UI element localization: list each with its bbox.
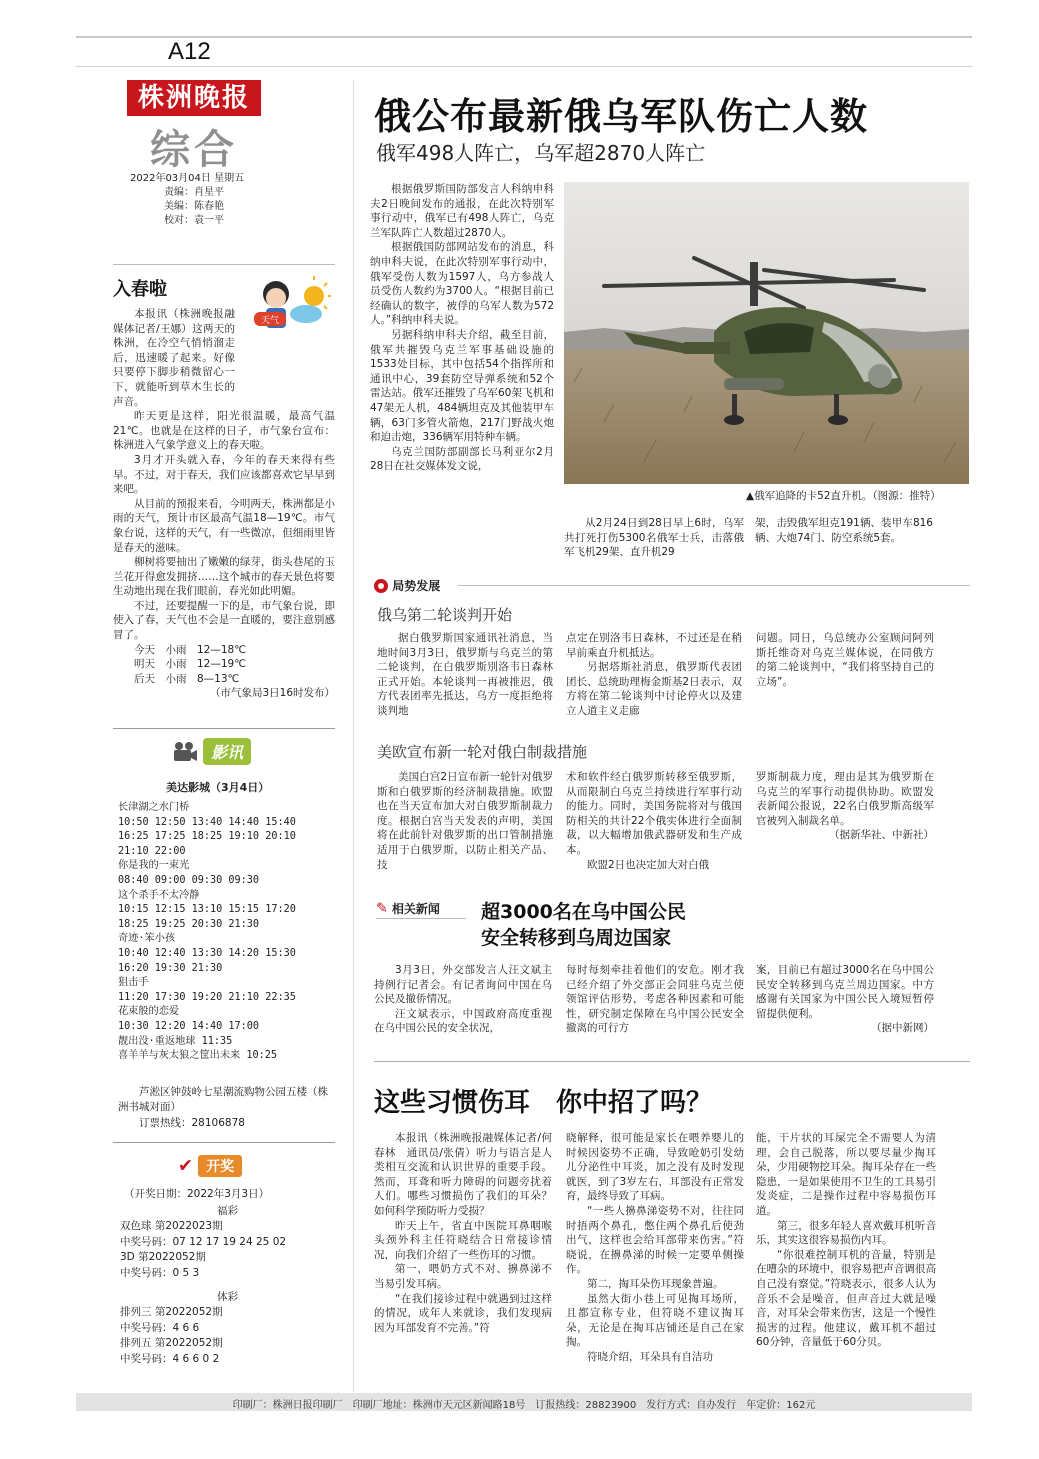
section-title: 综合: [150, 127, 238, 173]
situation-s1-col2: [566, 631, 742, 719]
situation-sub1: 俄乌第二轮谈判开始: [377, 606, 513, 624]
health-paragraph: 符晓介绍，耳朵具有自洁功: [587, 1350, 713, 1363]
situation-tag-icon: [374, 579, 388, 593]
date-line: 2022年03月04日 星期五: [130, 173, 245, 184]
schedule-line: 16:25 17:25 18:25 19:10 20:10: [118, 831, 296, 843]
schedule-line: 花束般的恋爱: [118, 1006, 180, 1018]
helicopter-photo: [564, 182, 969, 484]
welfare-line: 3D 第2022052期: [120, 1251, 206, 1264]
weather-paragraph: 3月才开头就入春，今年的春天来得有些早。不过，对于春天，我们应该都喜欢它早早到来吧。: [113, 453, 335, 496]
situation-tag-text: 局势发展: [392, 579, 441, 593]
check-icon: ✔: [178, 1155, 194, 1177]
paper-name: 株洲晚报: [137, 83, 250, 113]
schedule-line: 10:15 12:15 13:10 15:15 17:20: [118, 904, 296, 916]
health-paragraph: 晓解释，很可能是家长在喂养婴儿的时候因姿势不正确，导致呛奶引发幼儿分泌性中耳炎，加之没有及时发现就医，到了3岁左右，耳部没有正常发育，最终导致了耳病。: [566, 1132, 744, 1203]
lottery-sports: [120, 1290, 335, 1367]
helicopter-image: [564, 182, 969, 484]
lottery-top-rule: [113, 1142, 335, 1143]
main-article-col2: 从2月24日到28日早上6时，乌军共打死打伤5300名俄军士兵，击落俄军飞机29架、直升机29: [564, 517, 744, 559]
weather-title: 入春啦: [113, 279, 167, 300]
health-paragraph: 第二，掏耳朵伤耳现象普遍。: [587, 1277, 724, 1290]
related-col1b: 汪文斌表示，中国政府高度重视在乌中国公民的安全状况，: [374, 1007, 552, 1035]
health-col1: [374, 1131, 552, 1335]
top-rule-thin: [76, 66, 972, 67]
weather-paragraph: 从目前的预报来看，今明两天，株洲都是小雨的天气，预计市区最高气温18—19℃。市气象台说，这样的天气，有一些微凉，但细雨里皆是春天的滋味。: [113, 497, 335, 554]
related-col3-text: 案，目前已有超过3000名在乌中国公民安全转移到乌克兰周边国家。中方感谢有关国家为中国公民入境短暂停留提供便利。: [756, 964, 934, 1020]
health-paragraph: 虽然大街小巷上可见掏耳场所，且都宣称专业，但符晓不建议掏耳朵，无论是在掏耳店铺还是自己在家掏。: [566, 1292, 744, 1349]
schedule-line: 10:50 12:50 13:40 14:40 15:40: [118, 816, 296, 828]
health-paragraph: 昨天上午，省直中医院耳鼻咽喉头颈外科主任符晓结合日常接诊情况，向我们介绍了一些伤耳的习惯。: [374, 1219, 552, 1261]
related-tag: [376, 900, 440, 917]
situation-s2-col3-text: 罗斯制裁力度，理由是其为俄罗斯在乌克兰的军事行动提供协助。欧盟发表新闻公报说，22名白俄罗斯高级军官被列入制裁名单。: [756, 771, 934, 827]
paper-name-logo: [127, 80, 261, 116]
main-article-col1: [370, 182, 554, 474]
health-paragraph: “你很难控制耳机的音量，特别是在嘈杂的环境中，很容易把声音调很高自己没有察觉。”符晓表示，很多人认为音乐不会是噪音，但声音过大就是噪音，对耳朵会带来伤害，这是一个慢性损害的过程。他建议，戴耳机不超过60分钟，音量低于60分贝。: [756, 1248, 936, 1349]
designer: 美编：陈春艳: [164, 201, 224, 212]
situation-s2-col1: 美国白宫2日宣布新一轮针对俄罗斯和白俄罗斯的经济制裁措施。欧盟也在当天宣布加大对白俄罗斯制裁力度。根据白宫当天发表的声明，美国将在此前针对俄罗斯的出口管制措施适用于白俄罗斯，以防止相关产品、技: [377, 771, 553, 871]
related-source: （据中新网）: [871, 1022, 934, 1035]
sports-line: 排列三 第2022052期: [120, 1306, 223, 1319]
cinema-logo-text: 影讯: [203, 738, 251, 765]
related-col1: [374, 963, 552, 1036]
photo-caption: ▲俄军追降的卡52直升机。（图源：推特）: [746, 490, 941, 502]
related-title: [481, 899, 686, 951]
cinema-address: 芦淞区钟鼓岭七星潮流购物公园五楼（株洲书城对面）: [118, 1086, 328, 1113]
situation-s2-col2b: 欧盟2日也决定加大对白俄: [587, 858, 710, 871]
schedule-line: 狙击手: [118, 977, 149, 989]
related-tag-rule: [376, 918, 466, 919]
health-top-rule: [374, 1061, 970, 1062]
health-paragraph: 第一，喂奶方式不对、擤鼻涕不当易引发耳病。: [374, 1263, 552, 1290]
weather-paragraph: 本报讯（株洲晚报融媒体记者/王娜）这两天的株洲，在冷空气悄悄溜走后，迅速暖了起来。好像只要停下脚步稍微留心一下，就能听到草木生长的声音。: [113, 308, 235, 408]
weather-body: [113, 307, 335, 701]
page-number: A12: [168, 38, 211, 65]
health-paragraph: 本报讯（株洲晚报融媒体记者/何春林 通讯员/张倩）听力与语言是人类相互交流和认识世界的重要手段。然而，耳聋和听力障碍的问题旁扰着人们。哪些习惯损伤了我们的耳朵？如何科学预防听力受损？: [374, 1132, 552, 1217]
schedule-line: 10:30 12:20 14:40 17:00: [118, 1020, 260, 1032]
related-col3: [756, 963, 934, 1036]
sports-line: 排列五 第2022052期: [120, 1337, 223, 1350]
health-headline: 这些习惯伤耳 你中招了吗？: [374, 1088, 713, 1118]
forecast-source: （市气象局3日16时发布）: [209, 687, 335, 700]
situation-tag-rule: [458, 585, 970, 586]
welfare-line: 中奖号码：07 12 17 19 24 25 02: [120, 1235, 287, 1248]
schedule-line: 你是我的一束光: [118, 860, 190, 872]
camera-icon: [172, 741, 198, 763]
forecast-day-after: 后天 小雨 8—13℃: [134, 672, 240, 685]
schedule-line: 奇迹·笨小孩: [118, 933, 176, 945]
situation-s2-col3: [756, 770, 934, 843]
editor: 责编：肖星平: [164, 187, 224, 198]
cinema-schedule: [118, 801, 338, 1064]
related-title-line1: 超3000名在乌中国公民: [481, 901, 686, 923]
situation-s1-col2b: 另据塔斯社消息，俄罗斯代表团团长、总统助理梅金斯基2日表示，双方将在第二轮谈判中讨论停火以及建立人道主义走廊: [566, 661, 742, 717]
cinema-logo: [172, 738, 251, 766]
lottery-date: （开奖日期：2022年3月3日）: [124, 1188, 270, 1200]
related-title-line2: 安全转移到乌周边国家: [481, 927, 672, 949]
situation-s2-col2a: 术和软件经白俄罗斯转移至俄罗斯，从而限制白乌克兰持续进行军事行动的能力。同时，美国务院将对与俄国防相关的共计22个俄实体进行全面制裁，以大幅增加俄武器研发和生产成本。: [566, 771, 742, 856]
related-tag-text: 相关新闻: [391, 902, 440, 916]
situation-sub2: 美欧宣布新一轮对俄白制裁措施: [377, 743, 588, 761]
schedule-line: 这个杀手不太冷静: [118, 889, 200, 901]
main-headline: 俄公布最新俄乌军队伤亡人数: [374, 95, 868, 138]
welfare-title: 福彩: [217, 1205, 238, 1217]
proofreader: 校对：袁一平: [164, 215, 224, 226]
health-col2: [566, 1131, 744, 1365]
schedule-line: 18:25 19:25 20:30 21:30: [118, 918, 260, 930]
schedule-line: 21:10 22:00: [118, 845, 186, 857]
welfare-line: 中奖号码：0 5 3: [120, 1266, 200, 1279]
sports-title: 体彩: [217, 1291, 238, 1303]
welfare-line: 双色球 第2022023期: [120, 1220, 223, 1233]
health-col3: [756, 1131, 936, 1350]
left-column-divider: [353, 80, 354, 1392]
sports-line: 中奖号码：4 6 6: [120, 1321, 200, 1334]
pen-icon: ✎: [376, 900, 388, 917]
lottery-welfare: [120, 1204, 335, 1281]
schedule-line: 11:20 17:30 19:20 21:10 22:35: [118, 991, 296, 1003]
health-paragraph: 第三，很多年轻人喜欢戴耳机听音乐，其实这很容易损伤内耳。: [756, 1219, 936, 1247]
schedule-line: 16:20 19:30 21:30: [118, 962, 223, 974]
weather-paragraph: 昨天更是这样，阳光很温暖，最高气温21℃。也就是在这样的日子，市气象台宣布：株洲进入气象学意义上的春天啦。: [113, 410, 335, 452]
situation-s2-col2: [566, 770, 742, 872]
cinema-phone: 订票热线：28106878: [139, 1117, 245, 1129]
weather-paragraph: 不过，还要提醒一下的是，市气象台说，即使入了春，天气也不会是一直暖的，要注意别感冒了。: [113, 599, 335, 642]
situation-s1-col2a: 点定在别洛韦日森林，不过还是在稍早前乘直升机抵达。: [566, 632, 742, 659]
situation-s2-source: （据新华社、中新社）: [829, 829, 934, 842]
left-rail-rule: [113, 264, 335, 265]
forecast-today: 今天 小雨 12—18℃: [134, 643, 247, 656]
lottery-logo-text: 开奖: [198, 1155, 242, 1177]
cinema-venue: 美达影城（3月4日）: [166, 781, 270, 794]
forecast-tomorrow: 明天 小雨 12—19℃: [134, 658, 247, 671]
weather-badge: 天气: [260, 316, 280, 326]
main-paragraph: 根据俄国防部网站发布的消息，科纳申科夫说，在此次特别军事行动中，俄军受伤人数为1597人，乌方参战人员受伤人数约为3700人。“根据目前已经确认的数字，被俘的乌军人数为572人。”科纳申科夫说。: [370, 241, 554, 327]
situation-s1-col1: 据白俄罗斯国家通讯社消息，当地时间3月3日，俄罗斯与乌克兰的第二轮谈判，在白俄罗斯別洛韦日森林正式开始。本轮谈判一再被推迟，俄方代表团率先抵达，乌方一度拒绝将谈判地: [377, 632, 553, 717]
main-article-col3: 架，击毁俄军坦克191辆、装甲车816辆、大炮74门、防空系统5套。: [755, 517, 933, 544]
health-paragraph: “在我们接诊过程中就遇到过这样的情况，成年人来就诊，我们发现病因为耳部发育不完善。”符: [374, 1292, 552, 1334]
cinema-top-rule: [113, 728, 335, 729]
footer-text: 印刷厂：株洲日报印刷厂 印刷厂地址：株洲市天元区新闻路18号 订报热线：28823900 发行方式：自办发行 年定价：162元: [232, 1400, 816, 1411]
main-paragraph: 乌克兰国防部副部长马利亚尔2月28日在社交媒体发文说，: [370, 445, 554, 473]
main-paragraph: 另据科纳申科夫介绍，截至目前，俄军共摧毁乌克兰军事基础设施的1533处目标，其中包括54个指挥所和通讯中心，39套防空导弹系统和52个雷达站。俄军还摧毁了乌军60架飞机和47架无人机，484辆坦克及其他装甲车辆，63门多管火箭炮，217门野战火炮和迫击炮，336辆军用特种车辆。: [370, 328, 554, 444]
schedule-line: 08:40 09:00 09:30 09:30: [118, 874, 260, 886]
schedule-line: 靓出没·重返地球 11:35: [118, 1035, 233, 1047]
schedule-line: 喜羊羊与灰太狼之筐出未来 10:25: [118, 1050, 278, 1062]
related-col1a: 3月3日，外交部发言人汪文斌主持例行记者会。有记者询问中国在乌公民及撤侨情况。: [374, 964, 552, 1006]
health-paragraph: 能，干片状的耳屎完全不需要人为清理，会自己脱落，所以要尽量少掏耳朵，少用硬物挖耳朵。掏耳朵存在一些隐患，一是如果使用不卫生的工具易引发炎症，二是操作过程中容易损伤耳道。: [756, 1132, 936, 1217]
main-subheadline: 俄军498人阵亡，乌军超2870人阵亡: [376, 141, 706, 165]
sports-line: 中奖号码：4 6 6 0 2: [120, 1352, 220, 1365]
weather-paragraph: 柳树将要抽出了嫩嫩的绿芽，街头巷尾的玉兰花开得愈发拥挤……这个城市的春天景色将要生动地出现在我们眼前，春光如此明媚。: [113, 556, 335, 598]
lottery-logo: [178, 1155, 242, 1177]
health-paragraph: “一些人擤鼻涕姿势不对，往往同时捂两个鼻孔，憋住两个鼻孔后使劲出气，这样也会给耳部带来伤害。”符晓说，在擤鼻涕的时候一定要单侧操作。: [566, 1204, 744, 1276]
situation-s1-col3: 问题。同日，乌总统办公室顾问阿列斯托维奇对乌克兰媒体说，在同俄方的第二轮谈判中，“我们将坚持自己的立场”。: [756, 632, 934, 688]
schedule-line: 10:40 12:40 13:30 14:20 15:30: [118, 947, 296, 959]
schedule-line: 长津湖之水门桥: [118, 802, 190, 813]
related-col2: 每时每刻牵挂着他们的安危。刚才我已经介绍了外交部正会同驻乌克兰使领馆评估形势，考虑各种因素和可能性，研究制定保障在乌中国公民安全撤离的可行方: [566, 964, 744, 1035]
main-paragraph: 根据俄罗斯国防部发言人科纳申科夫2日晚间发布的通报，在此次特别军事行动中，俄军已有498人阵亡，乌克兰军队阵亡人数超过2870人。: [370, 183, 554, 239]
editor-info: [130, 172, 244, 228]
situation-tag: [374, 577, 440, 594]
